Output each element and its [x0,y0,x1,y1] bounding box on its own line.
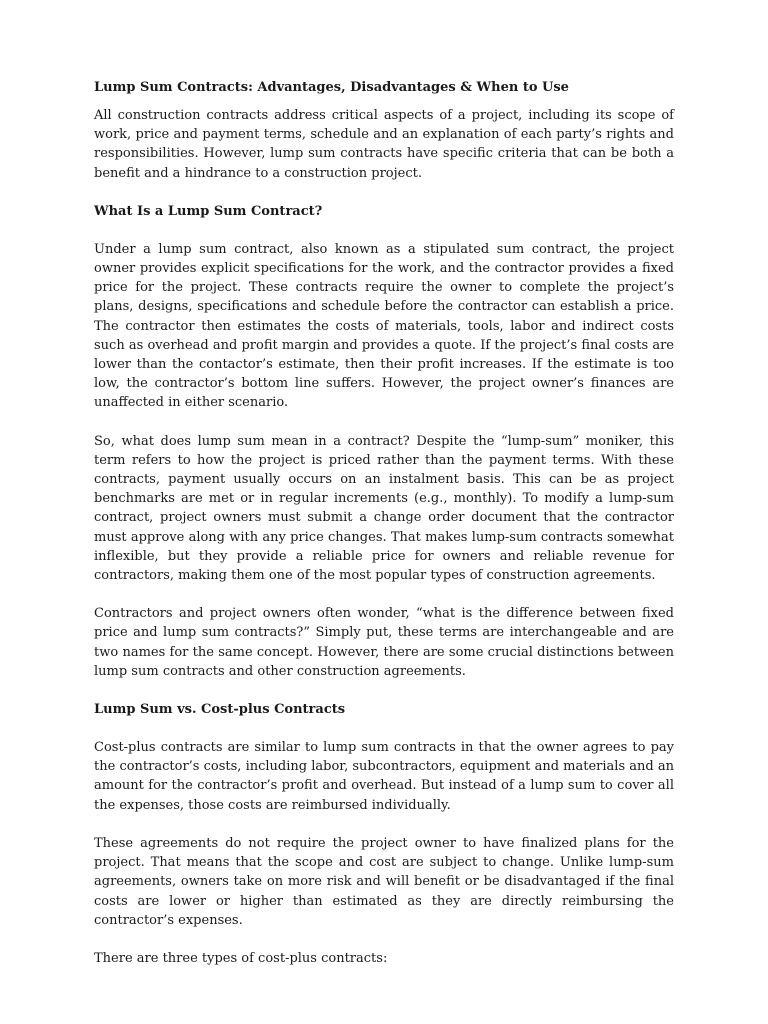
paragraph-fixed-price-difference: Contractors and project owners often wonder, “what is the difference between fixed price and lump sum contracts?” Simply put, these terms are interchangeable and are two names for the same concept. However, there are some crucial distinctions between lump sum contracts and other construction agreements. [94,606,674,679]
paragraph-cost-plus-types: There are three types of cost-plus contracts: [94,950,388,966]
section-heading-what-is: What Is a Lump Sum Contract? [94,203,323,219]
section-heading-lump-sum-vs-cost-plus: Lump Sum vs. Cost-plus Contracts [94,702,346,718]
document-title: Lump Sum Contracts: Advantages, Disadvantages & When to Use [94,80,569,95]
paragraph-lump-sum-definition: Under a lump sum contract, also known as a stipulated sum contract, the project owner provides explicit specifications for the work, and the contractor provides a fixed price for the project. These contracts require the owner to complete the project’s plans, designs, specifications and schedule before the contractor can establish a price. The contractor then estimates the costs of materials, tools, labor and indirect costs such as overhead and profit margin and provides a quote. If the project’s final costs are lower than the contactor’s estimate, then their profit increases. If the estimate is too low, the contractor’s bottom line suffers. However, the project owner’s finances are unaffected in either scenario. [94,241,674,411]
paragraph-cost-plus-risk: These agreements do not require the project owner to have finalized plans for the project. That means that the scope and cost are subject to change. Unlike lump-sum agreements, owners take on more risk and will benefit or be disadvantaged if the final costs are lower or higher than estimated as they are directly reimbursing the contractor’s expenses. [94,835,674,928]
intro-paragraph: All construction contracts address critical aspects of a project, including its scope of work, price and payment terms, schedule and an explanation of each party’s rights and responsibilities. However, lump sum contracts have specific criteria that can be both a benefit and a hindrance to a construction project. [94,108,674,181]
paragraph-lump-sum-meaning: So, what does lump sum mean in a contract? Despite the “lump-sum” moniker, this term refers to how the project is priced rather than the payment terms. With these contracts, payment usually occurs on an instalment basis. This can be as project benchmarks are met or in regular increments (e.g., monthly). To modify a lump-sum contract, project owners must submit a change order document that the contractor must approve along with any price changes. That makes lump-sum contracts somewhat inflexible, but they provide a reliable price for owners and reliable revenue for contractors, making them one of the most popular types of construction agreements. [94,433,674,584]
paragraph-cost-plus-similarity: Cost-plus contracts are similar to lump sum contracts in that the owner agrees to pay the contractor’s costs, including labor, subcontractors, equipment and materials and an amount for the contractor’s profit and overhead. But instead of a lump sum to cover all the expenses, those costs are reimbursed individually. [94,740,674,813]
